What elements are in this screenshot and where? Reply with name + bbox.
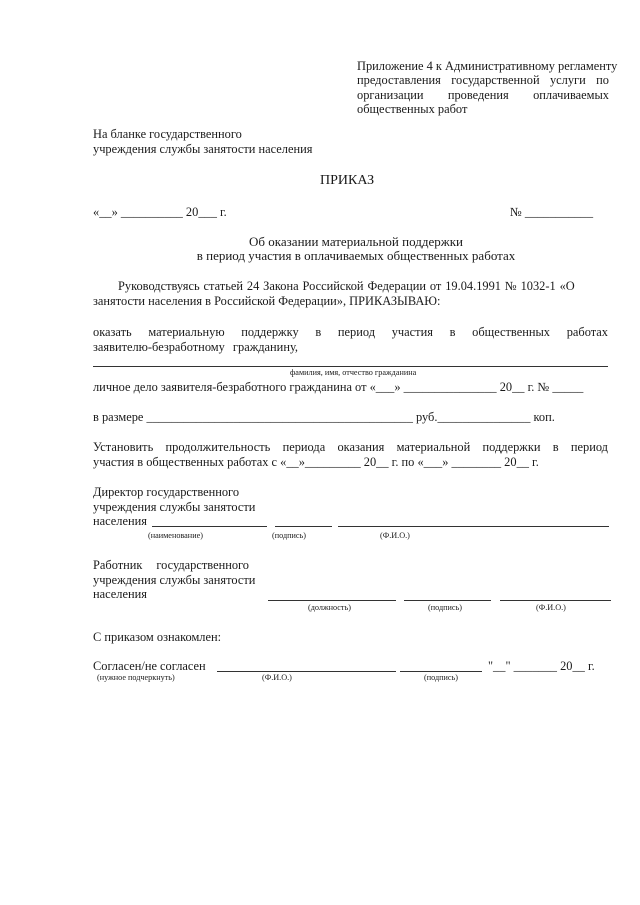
order-line-1: оказать материальную поддержку в период участия в общественных работах xyxy=(93,325,608,339)
caption-position: (должность) xyxy=(308,603,351,612)
caption-name: (наименование) xyxy=(148,531,203,540)
director-line-3: населения xyxy=(93,514,147,528)
order-date-field: «__» __________ 20___ г. xyxy=(93,205,227,219)
subject-line-1: Об оказании материальной поддержки xyxy=(249,234,463,249)
consent-fio-line xyxy=(217,671,396,672)
order-number-field: № ___________ xyxy=(510,205,594,219)
worker-line-3: населения xyxy=(93,587,147,601)
appendix-note xyxy=(357,59,618,116)
citizen-name-line xyxy=(93,366,608,367)
consent-sign-line xyxy=(400,671,482,672)
caption-sign-consent: (подпись) xyxy=(424,673,458,682)
appendix-line: Приложение 4 к Административному регламенту xyxy=(357,59,618,73)
worker-fio-line xyxy=(500,600,611,601)
director-name-line xyxy=(152,526,267,527)
appendix-line: предоставления государственной услуги по xyxy=(357,73,609,88)
consent-date-field: "__" _______ 20__ г. xyxy=(488,659,595,673)
preamble-line-1: Руководствуясь статьей 24 Закона Российской Федерации от 19.04.1991 № 1032-1 «О xyxy=(118,279,575,293)
personal-file-line: личное дело заявителя-безработного гражданина от «___» _______________ 20__ г. № _____ xyxy=(93,380,584,394)
caption-fio-citizen: фамилия, имя, отчество гражданина xyxy=(290,368,417,377)
worker-line-1: Работник государственного xyxy=(93,558,249,572)
order-line-2: заявителю-безработному гражданину, xyxy=(93,340,298,354)
subject-line-2: в период участия в оплачиваемых общественных работах xyxy=(196,248,516,263)
caption-fio-consent: (Ф.И.О.) xyxy=(262,673,292,682)
caption-sign-director: (подпись) xyxy=(272,531,306,540)
caption-underline: (нужное подчеркнуть) xyxy=(97,673,175,682)
letterhead-line-2: учреждения службы занятости населения xyxy=(93,142,313,156)
establish-line-1: Установить продолжительность периода оказания материальной поддержки в период xyxy=(93,440,608,454)
establish-line-2: участия в общественных работах с «__»_________ 20__ г. по «___» ________ 20__ г. xyxy=(93,455,539,469)
director-sign-line xyxy=(275,526,332,527)
director-line-2: учреждения службы занятости xyxy=(93,500,256,514)
worker-position-line xyxy=(268,600,396,601)
consent-label: Согласен/не согласен xyxy=(93,659,206,673)
director-fio-line xyxy=(338,526,609,527)
appendix-line: общественных работ xyxy=(357,101,468,116)
caption-fio-worker: (Ф.И.О.) xyxy=(536,603,566,612)
preamble-line-2: занятости населения в Российской Федерации», ПРИКАЗЫВАЮ: xyxy=(93,294,441,308)
amount-line: в размере ___________________________________________ руб._______________ коп. xyxy=(93,410,555,424)
appendix-line: организации проведения оплачиваемых xyxy=(357,87,609,102)
caption-fio-director: (Ф.И.О.) xyxy=(380,531,410,540)
letterhead-line-1: На бланке государственного xyxy=(93,127,242,141)
acquainted-label: С приказом ознакомлен: xyxy=(93,630,222,644)
worker-sign-line xyxy=(404,600,491,601)
document-title: ПРИКАЗ xyxy=(320,173,375,188)
worker-line-2: учреждения службы занятости xyxy=(93,573,256,587)
director-line-1: Директор государственного xyxy=(93,485,240,499)
caption-sign-worker: (подпись) xyxy=(428,603,462,612)
